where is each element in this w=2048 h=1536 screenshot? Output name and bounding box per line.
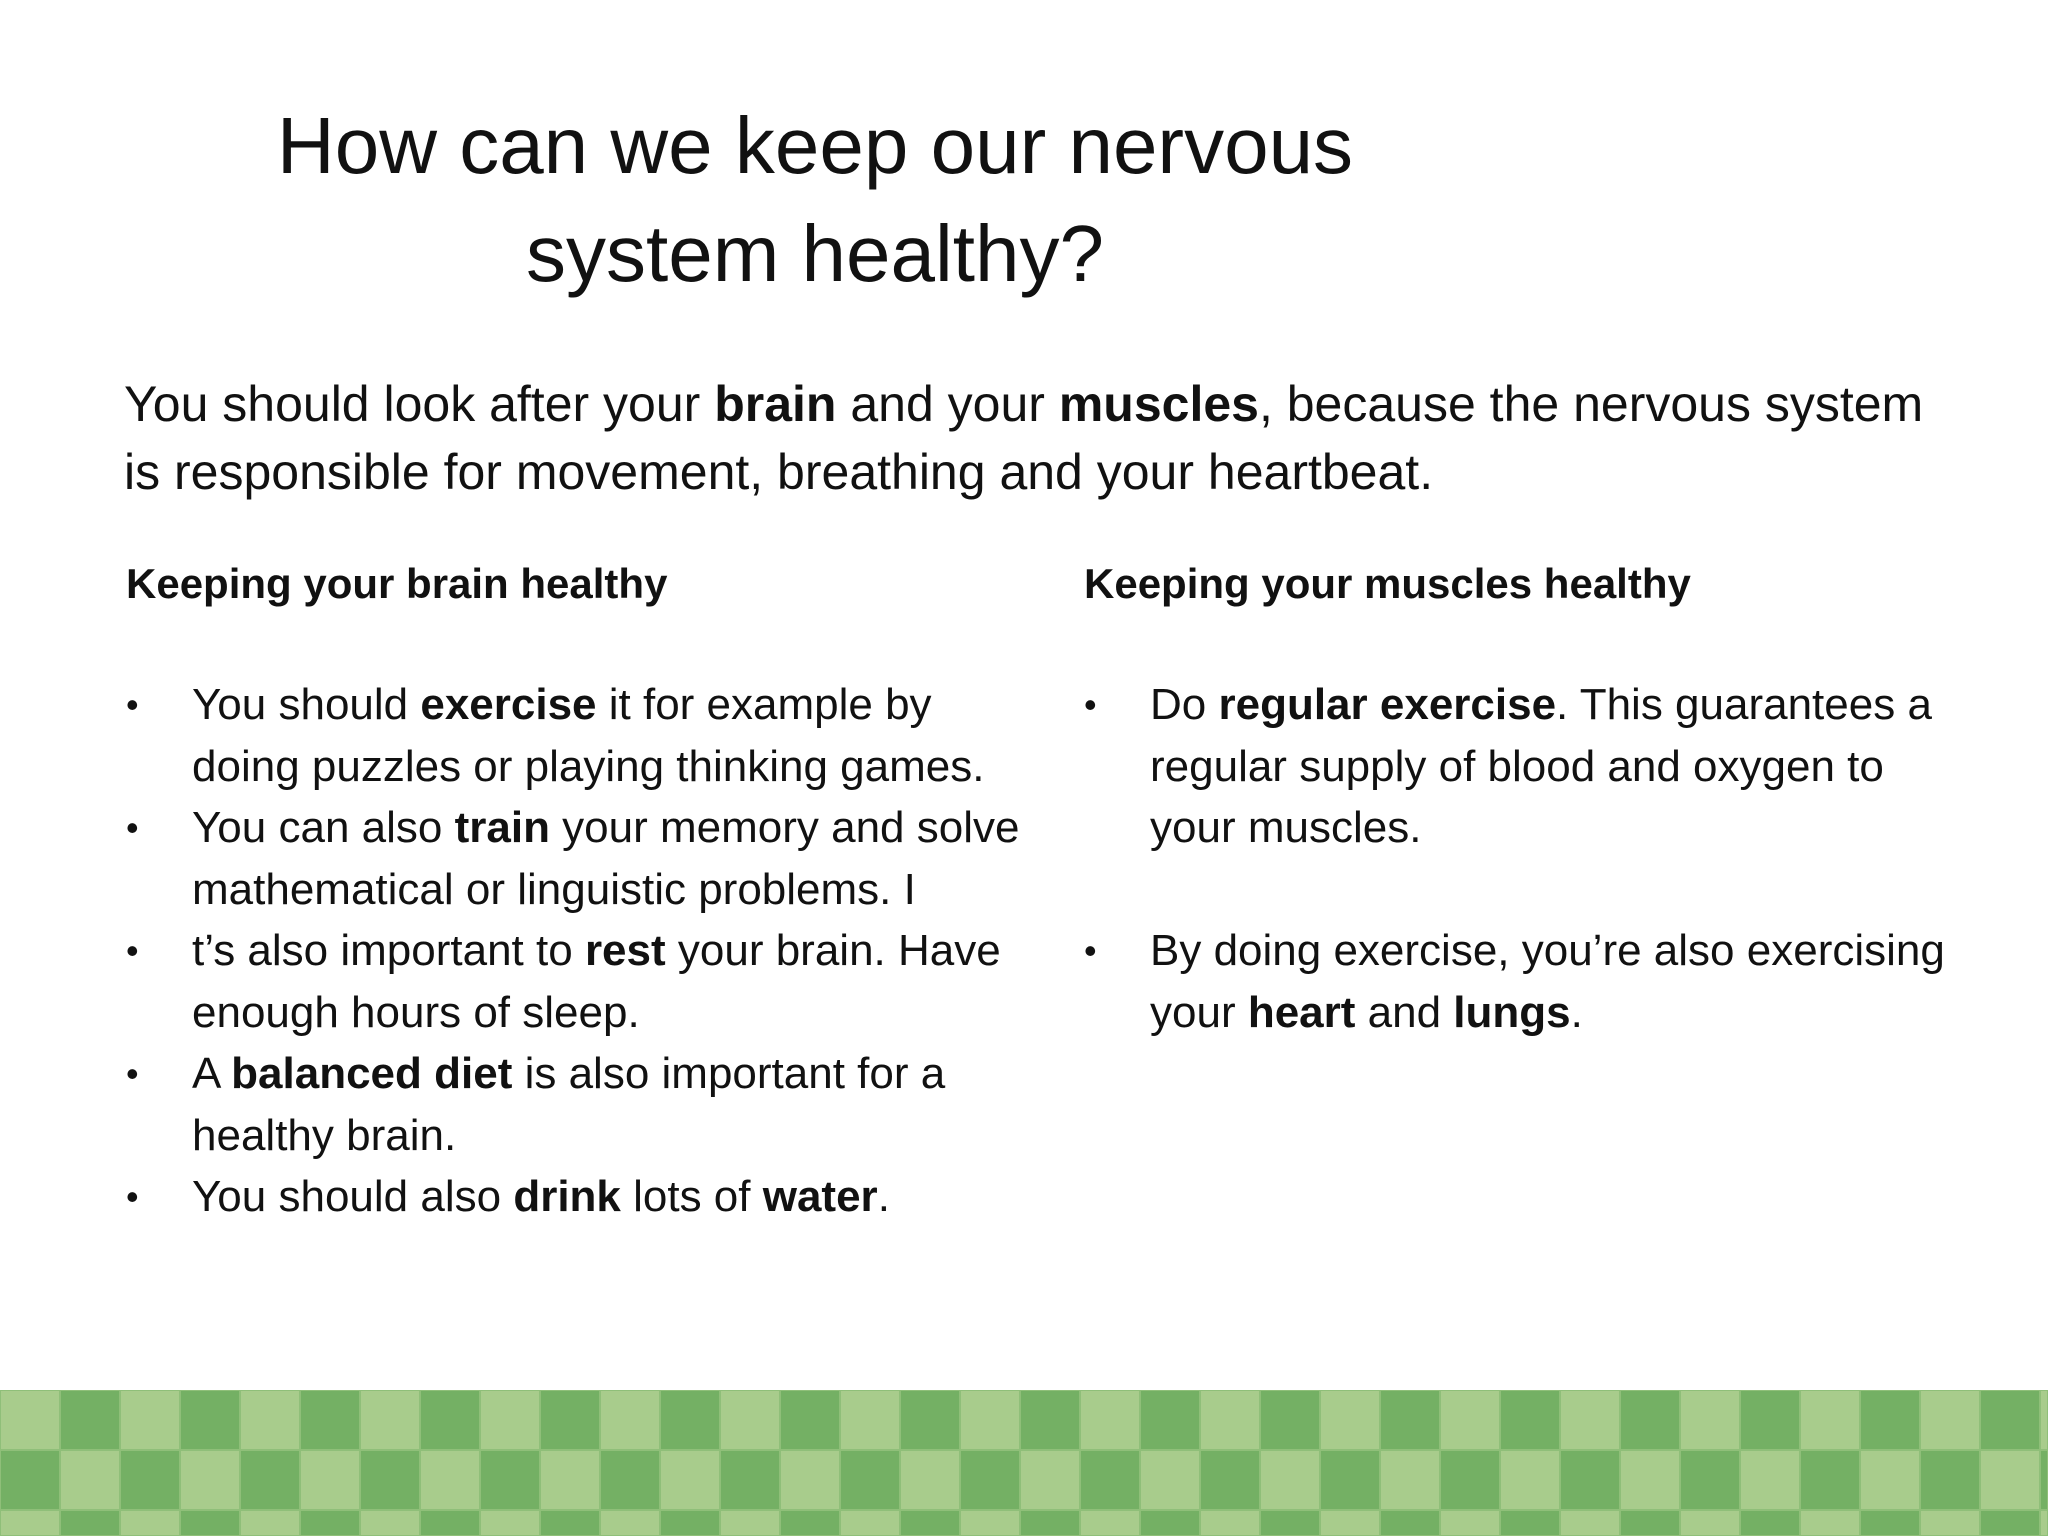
checker-square: [1680, 1450, 1740, 1510]
checker-square: [1860, 1510, 1920, 1536]
intro-bold-muscles: muscles: [1058, 376, 1259, 432]
checker-square: [300, 1450, 360, 1510]
item-bold: exercise: [420, 680, 597, 729]
item-bold: rest: [584, 926, 666, 975]
checker-square: [1500, 1510, 1560, 1536]
item-text: your memory and solve mathematical or linguistic problems. I: [192, 803, 1020, 914]
brain-column: [126, 556, 1026, 1228]
checker-square: [1560, 1510, 1620, 1536]
slide-title: [0, 92, 1630, 308]
checker-square: [1260, 1510, 1320, 1536]
checker-square: [900, 1510, 960, 1536]
checker-square: [360, 1510, 420, 1536]
checker-square: [1020, 1450, 1080, 1510]
item-bold: train: [454, 803, 550, 852]
checker-square: [540, 1450, 600, 1510]
item-text: You should: [192, 680, 421, 729]
checker-square: [1980, 1390, 2040, 1450]
checker-square: [180, 1390, 240, 1450]
checker-square: [1620, 1390, 1680, 1450]
checker-square: [1200, 1510, 1260, 1536]
checker-square: [360, 1450, 420, 1510]
item-text: By doing exercise, you’re also exercising your: [1150, 926, 1945, 1037]
checker-square: [1200, 1450, 1260, 1510]
checker-square: [720, 1510, 780, 1536]
item-bold: regular exercise: [1218, 680, 1557, 729]
bullet-icon: •: [1084, 684, 1097, 725]
title-line-1: How can we keep our nervous: [276, 101, 1354, 190]
checker-square: [480, 1450, 540, 1510]
checker-square: [660, 1390, 720, 1450]
item-bold: heart: [1247, 987, 1356, 1037]
checker-square: [1080, 1510, 1140, 1536]
item-text: is also important for a healthy brain.: [192, 1049, 946, 1160]
checker-square: [1260, 1390, 1320, 1450]
checker-square: [1680, 1390, 1740, 1450]
checker-square: [960, 1450, 1020, 1510]
item-text: it for example by doing puzzles or playing thinking games.: [192, 680, 985, 791]
checker-square: [1560, 1450, 1620, 1510]
checker-square: [900, 1390, 960, 1450]
muscles-column: [1084, 556, 1964, 1043]
checker-square: [1440, 1390, 1500, 1450]
checker-square: [600, 1390, 660, 1450]
checker-square: [1380, 1390, 1440, 1450]
checker-square: [960, 1390, 1020, 1450]
checker-square: [780, 1390, 840, 1450]
muscles-heading: Keeping your muscles healthy: [1084, 560, 1691, 607]
checker-square: [1920, 1390, 1980, 1450]
checker-square: [1140, 1450, 1200, 1510]
list-item: [126, 1043, 1026, 1166]
checker-square: [1860, 1450, 1920, 1510]
checker-square: [1920, 1450, 1980, 1510]
checker-square: [540, 1510, 600, 1536]
checker-square: [1500, 1450, 1560, 1510]
checker-square: [240, 1390, 300, 1450]
list-item: [126, 674, 1026, 797]
item-text: lots of: [620, 1172, 763, 1221]
checker-square: [1980, 1510, 2040, 1536]
checker-square: [1620, 1510, 1680, 1536]
item-text: and: [1355, 987, 1454, 1037]
list-item: [126, 1166, 1026, 1228]
checker-square: [1860, 1390, 1920, 1450]
checker-square: [1020, 1510, 1080, 1536]
checker-square: [1200, 1390, 1260, 1450]
checker-square: [180, 1510, 240, 1536]
checker-square: [1020, 1390, 1080, 1450]
title-line-2: system healthy?: [525, 209, 1105, 298]
intro-paragraph: [124, 370, 1944, 506]
checker-square: [120, 1450, 180, 1510]
checker-square: [600, 1450, 660, 1510]
checker-square: [60, 1390, 120, 1450]
checker-square: [60, 1510, 120, 1536]
item-text: Do: [1150, 680, 1219, 729]
checker-square: [900, 1450, 960, 1510]
item-bold: lungs: [1453, 987, 1571, 1037]
intro-text-3: , because the nervous system is responsible for movement, breathing and your heartbeat.: [124, 376, 1924, 500]
checker-square: [1620, 1450, 1680, 1510]
checker-square: [0, 1390, 60, 1450]
checker-square: [1920, 1510, 1980, 1536]
bullet-icon: •: [126, 1053, 139, 1094]
intro-bold-brain: brain: [714, 376, 837, 432]
checker-square: [1440, 1450, 1500, 1510]
bullet-icon: •: [126, 807, 139, 848]
checker-square: [1440, 1510, 1500, 1536]
list-item: [126, 797, 1026, 920]
bullet-icon: •: [126, 930, 139, 971]
checker-square: [960, 1510, 1020, 1536]
checker-square: [1740, 1390, 1800, 1450]
checker-square: [1140, 1390, 1200, 1450]
checker-square: [300, 1390, 360, 1450]
item-text: .: [1570, 987, 1583, 1037]
item-text: t’s also important to: [192, 926, 585, 975]
checker-square: [840, 1390, 900, 1450]
checker-square: [1980, 1450, 2040, 1510]
checker-square: [780, 1450, 840, 1510]
item-bold: water: [762, 1172, 878, 1221]
checker-square: [1740, 1510, 1800, 1536]
item-text: You should also: [192, 1172, 514, 1221]
item-bold: drink: [513, 1172, 621, 1221]
checker-square: [600, 1510, 660, 1536]
checker-square: [1380, 1450, 1440, 1510]
checker-square: [60, 1450, 120, 1510]
checker-square: [1080, 1390, 1140, 1450]
list-item: [1084, 920, 1964, 1043]
checker-square: [240, 1510, 300, 1536]
checker-square: [660, 1450, 720, 1510]
bullet-icon: •: [1084, 930, 1097, 971]
checker-square: [180, 1450, 240, 1510]
checker-square: [1740, 1450, 1800, 1510]
item-text: A: [192, 1049, 232, 1098]
intro-text-1: You should look after your: [124, 376, 715, 432]
checker-square: [420, 1390, 480, 1450]
item-text: . This guarantees a regular supply of blood and oxygen to your muscles.: [1150, 680, 1932, 852]
checker-square: [0, 1510, 60, 1536]
checker-square: [2040, 1510, 2048, 1536]
checker-square: [120, 1510, 180, 1536]
checker-square: [1140, 1510, 1200, 1536]
checker-square: [660, 1510, 720, 1536]
bullet-icon: •: [126, 684, 139, 725]
checker-square: [120, 1390, 180, 1450]
checker-square: [240, 1450, 300, 1510]
brain-heading: Keeping your brain healthy: [126, 560, 668, 607]
checker-square: [720, 1390, 780, 1450]
checker-square: [1380, 1510, 1440, 1536]
checker-square: [840, 1510, 900, 1536]
checker-square: [1320, 1390, 1380, 1450]
bullet-icon: •: [126, 1176, 139, 1217]
checker-square: [480, 1510, 540, 1536]
intro-text-2: and your: [836, 376, 1059, 432]
checker-square: [2040, 1450, 2048, 1510]
checker-square: [1500, 1390, 1560, 1450]
item-text: You can also: [192, 803, 455, 852]
checker-square: [300, 1510, 360, 1536]
checker-square: [420, 1510, 480, 1536]
checker-square: [840, 1450, 900, 1510]
checker-square: [540, 1390, 600, 1450]
checker-square: [1800, 1510, 1860, 1536]
checker-square: [480, 1390, 540, 1450]
item-bold: balanced diet: [231, 1049, 513, 1098]
list-item: [1084, 674, 1964, 859]
checker-square: [420, 1450, 480, 1510]
checker-square: [1680, 1510, 1740, 1536]
checker-square: [720, 1450, 780, 1510]
muscles-list: [1084, 674, 1964, 1043]
checker-square: [1800, 1390, 1860, 1450]
item-text: .: [877, 1172, 890, 1221]
checker-square: [1320, 1510, 1380, 1536]
checkered-footer-band: [0, 1390, 2048, 1536]
brain-list: [126, 674, 1026, 1228]
checker-square: [1800, 1450, 1860, 1510]
checker-square: [780, 1510, 840, 1536]
checker-square: [2040, 1390, 2048, 1450]
checker-square: [1260, 1450, 1320, 1510]
list-item: [126, 920, 1026, 1043]
checker-square: [1080, 1450, 1140, 1510]
checker-square: [0, 1450, 60, 1510]
checker-square: [1560, 1390, 1620, 1450]
checker-square: [360, 1390, 420, 1450]
item-text: your brain. Have enough hours of sleep.: [192, 926, 1001, 1037]
checker-square: [1320, 1450, 1380, 1510]
